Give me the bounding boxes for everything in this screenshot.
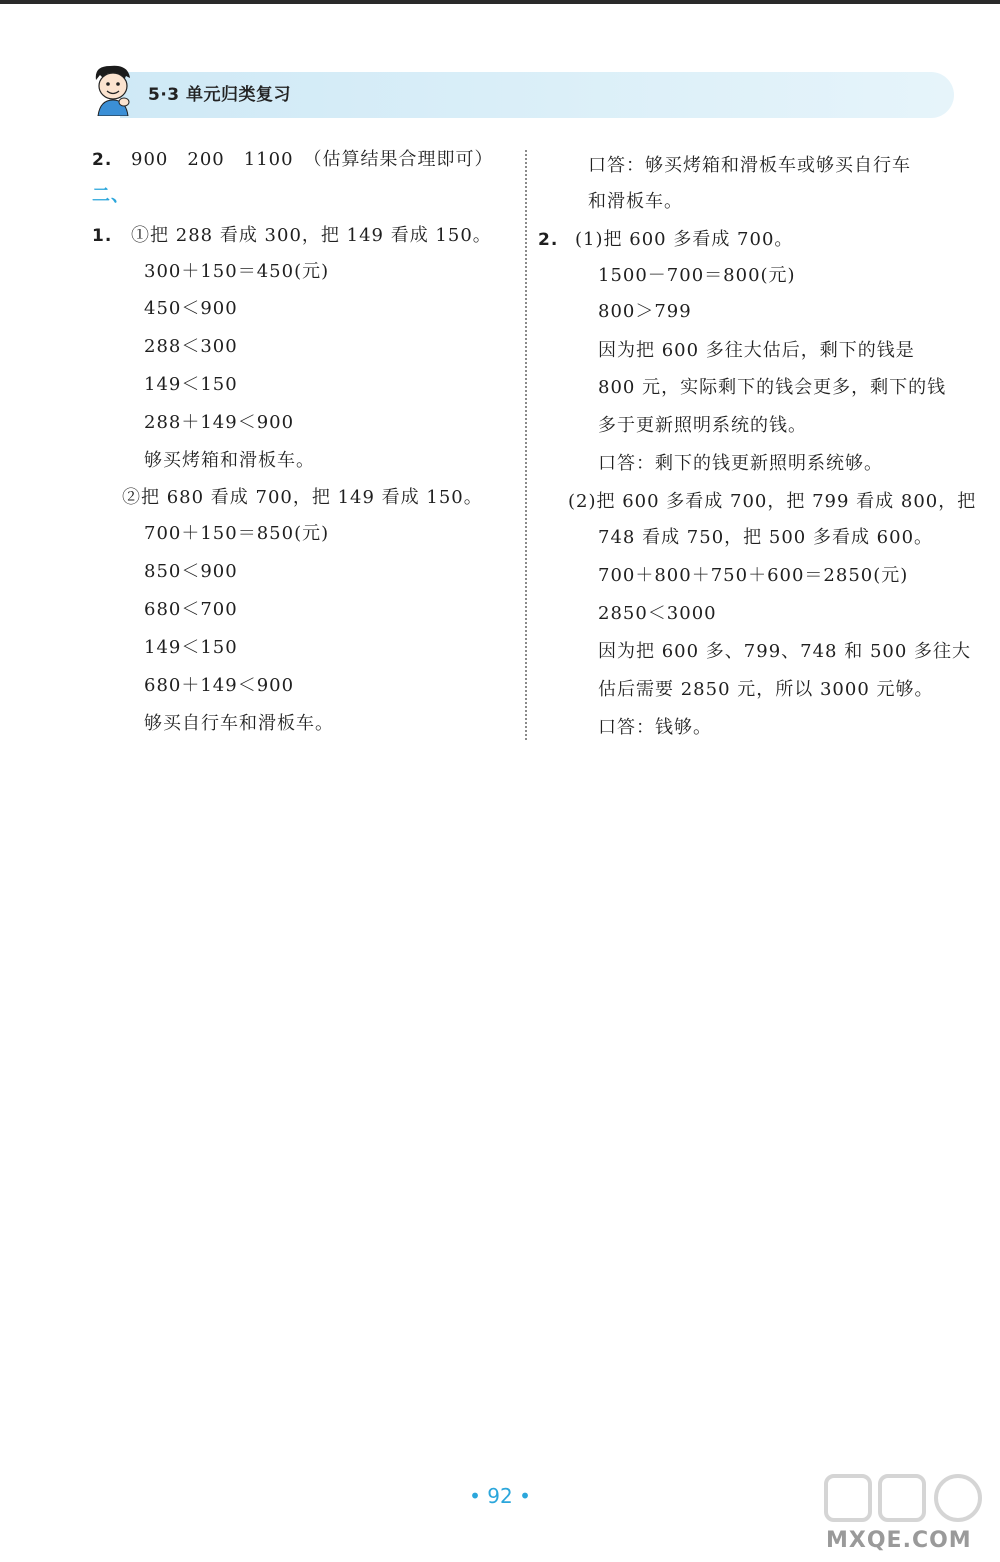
calc-line: 2850＜3000	[598, 603, 717, 624]
part-intro: ①把 288 看成 300，把 149 看成 150。	[131, 225, 492, 246]
calc-line: 680＜700	[144, 599, 238, 620]
part-intro: (2)把 600 多看成 700，把 799 看成 800，把	[568, 491, 977, 512]
calc-line: 450＜900	[144, 298, 238, 319]
part-intro-cont: 748 看成 750，把 500 多看成 600。	[598, 527, 934, 548]
calc-line: 288＜300	[144, 336, 238, 357]
question-2-row	[538, 228, 793, 252]
reason-line: 因为把 600 多往大估后，剩下的钱是	[598, 340, 915, 361]
answer-line: 口答：剩下的钱更新照明系统够。	[598, 453, 883, 474]
conclusion-line: 够买自行车和滑板车。	[144, 713, 334, 734]
calc-line: 700＋150＝850(元)	[144, 523, 330, 544]
answer-line: 和滑板车。	[588, 191, 683, 212]
question-2-row	[92, 148, 494, 172]
answer-line: 口答：钱够。	[598, 717, 712, 738]
conclusion-line: 够买烤箱和滑板车。	[144, 450, 315, 471]
question-answer: 900 200 1100 （估算结果合理即可）	[131, 149, 494, 170]
question-number: 1.	[92, 226, 113, 246]
reason-line: 估后需要 2850 元，所以 3000 元够。	[598, 679, 934, 700]
part-intro: ②把 680 看成 700，把 149 看成 150。	[122, 487, 483, 508]
boy-mascot-icon	[88, 62, 136, 116]
column-divider	[525, 150, 527, 740]
calc-line: 680＋149＜900	[144, 675, 295, 696]
watermark-text: MXQE.COM	[826, 1528, 972, 1553]
calc-line: 850＜900	[144, 561, 238, 582]
calc-line: 149＜150	[144, 637, 238, 658]
question-number: 2.	[538, 230, 559, 250]
question-number: 2.	[92, 150, 113, 170]
calc-line: 700＋800＋750＋600＝2850(元)	[598, 565, 909, 586]
calc-line: 300＋150＝450(元)	[144, 261, 330, 282]
calc-line: 1500－700＝800(元)	[598, 265, 796, 286]
answer-line: 口答：够买烤箱和滑板车或够买自行车	[588, 155, 911, 176]
page-number: • 92 •	[469, 1484, 531, 1508]
section-heading: 二、	[92, 185, 130, 206]
calc-line: 800＞799	[598, 301, 692, 322]
reason-line: 800 元，实际剩下的钱会更多，剩下的钱	[598, 377, 947, 398]
calc-line: 149＜150	[144, 374, 238, 395]
question-1-row	[92, 224, 492, 248]
reason-line: 多于更新照明系统的钱。	[598, 415, 807, 436]
calc-line: 288＋149＜900	[144, 412, 295, 433]
page-header-title: 5·3 单元归类复习	[148, 85, 292, 105]
top-rule	[0, 0, 1000, 4]
reason-line: 因为把 600 多、799、748 和 500 多往大	[598, 641, 972, 662]
part-intro: (1)把 600 多看成 700。	[575, 229, 794, 250]
